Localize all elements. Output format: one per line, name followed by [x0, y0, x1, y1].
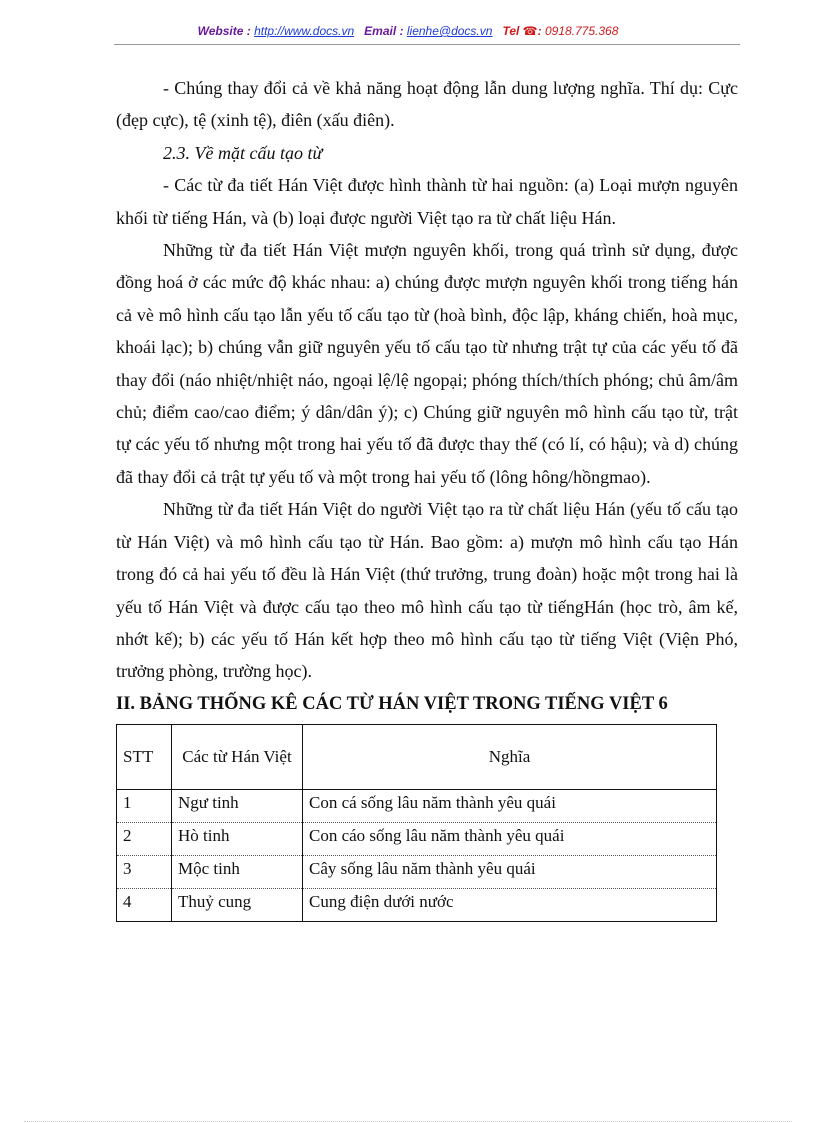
page-bottom-divider	[24, 1121, 792, 1122]
email-label: Email :	[364, 24, 404, 38]
header-stt: STT	[117, 724, 172, 789]
header-meaning: Nghĩa	[303, 724, 717, 789]
subsection-heading: 2.3. Về mặt cấu tạo từ	[163, 142, 323, 163]
paragraph-3: Những từ đa tiết Hán Việt mượn nguyên khối, trong quá trình sử dụng, được đồng hoá ở các mức độ khác nhau: a) chúng được mượn nguyên khối trong tiếng hán cả vè mô hình cấu tạo lẫn yếu tố cấu tạo từ (hoà bình, độc lập, kháng chiến, hoà mục, khoái lạc); b) chúng vẫn giữ nguyên yếu tố cấu tạo từ nhưng trật tự của các yếu tố đã thay đổi (náo nhiệt/nhiệt náo, ngoại lệ/lệ ngopại; phóng thích/thích phóng; chủ âm/âm chủ; điểm cao/cao điểm; ý dân/dân ý); c) Chúng giữ nguyên mô hình cấu tạo từ, trật tự các yếu tố nhưng một trong hai yếu tố đã được thay thế (có lí, có hậu); và d) chúng đã thay đổi cả trật tự yếu tố và một trong hai yếu tố (lông hông/hồngmao).	[116, 240, 738, 487]
phone-number: 0918.775.368	[544, 24, 619, 38]
cell-meaning: Con cáo sống lâu năm thành yêu quái	[303, 822, 717, 855]
website-label: Website :	[197, 24, 251, 38]
cell-word: Thuỷ cung	[172, 888, 303, 921]
header-word: Các từ Hán Việt	[172, 724, 303, 789]
vocabulary-table	[116, 724, 717, 922]
table-row	[117, 888, 717, 921]
email-link[interactable]: lienhe@docs.vn	[406, 24, 493, 38]
cell-word: Hò tinh	[172, 822, 303, 855]
cell-meaning: Con cá sống lâu năm thành yêu quái	[303, 789, 717, 822]
table-row	[117, 789, 717, 822]
document-body	[116, 72, 738, 922]
section-title: II. BẢNG THỐNG KÊ CÁC TỪ HÁN VIỆT TRONG TIẾNG VIỆT 6	[116, 693, 668, 714]
paragraph-2: - Các từ đa tiết Hán Việt được hình thành từ hai nguồn: (a) Loại mượn nguyên khối từ tiếng Hán, và (b) loại được người Việt tạo ra từ chất liệu Hán.	[116, 175, 738, 228]
cell-word: Ngư tinh	[172, 789, 303, 822]
paragraph-1: - Chúng thay đổi cả về khả năng hoạt động lẫn dung lượng nghĩa. Thí dụ: Cực (đẹp cực), tệ (xinh tệ), điên (xấu điên).	[116, 78, 738, 131]
table-row	[117, 855, 717, 888]
cell-stt: 3	[117, 855, 172, 888]
cell-stt: 1	[117, 789, 172, 822]
cell-stt: 4	[117, 888, 172, 921]
page-header	[0, 24, 816, 38]
cell-stt: 2	[117, 822, 172, 855]
cell-word: Mộc tinh	[172, 855, 303, 888]
table-row	[117, 822, 717, 855]
header-divider	[114, 44, 740, 45]
table-header-row	[117, 724, 717, 789]
cell-meaning: Cung điện dưới nước	[303, 888, 717, 921]
website-link[interactable]: http://www.docs.vn	[254, 24, 355, 38]
tel-label: Tel ☎:	[502, 24, 542, 38]
paragraph-4: Những từ đa tiết Hán Việt do người Việt tạo ra từ chất liệu Hán (yếu tố cấu tạo từ Hán Việt) và mô hình cấu tạo từ Hán. Bao gồm: a) mượn mô hình cấu tạo Hán trong đó cả hai yếu tố đều là Hán Việt (thứ trưởng, trung đoàn) hoặc một trong hai là yếu tố Hán Việt và được cấu tạo theo mô hình cấu tạo từ tiếngHán (học trò, âm kế, nhớt kế); b) các yếu tố Hán kết hợp theo mô hình cấu tạo từ tiếng Việt (Viện Phó, trưởng phòng, trường học).	[116, 499, 738, 682]
cell-meaning: Cây sống lâu năm thành yêu quái	[303, 855, 717, 888]
